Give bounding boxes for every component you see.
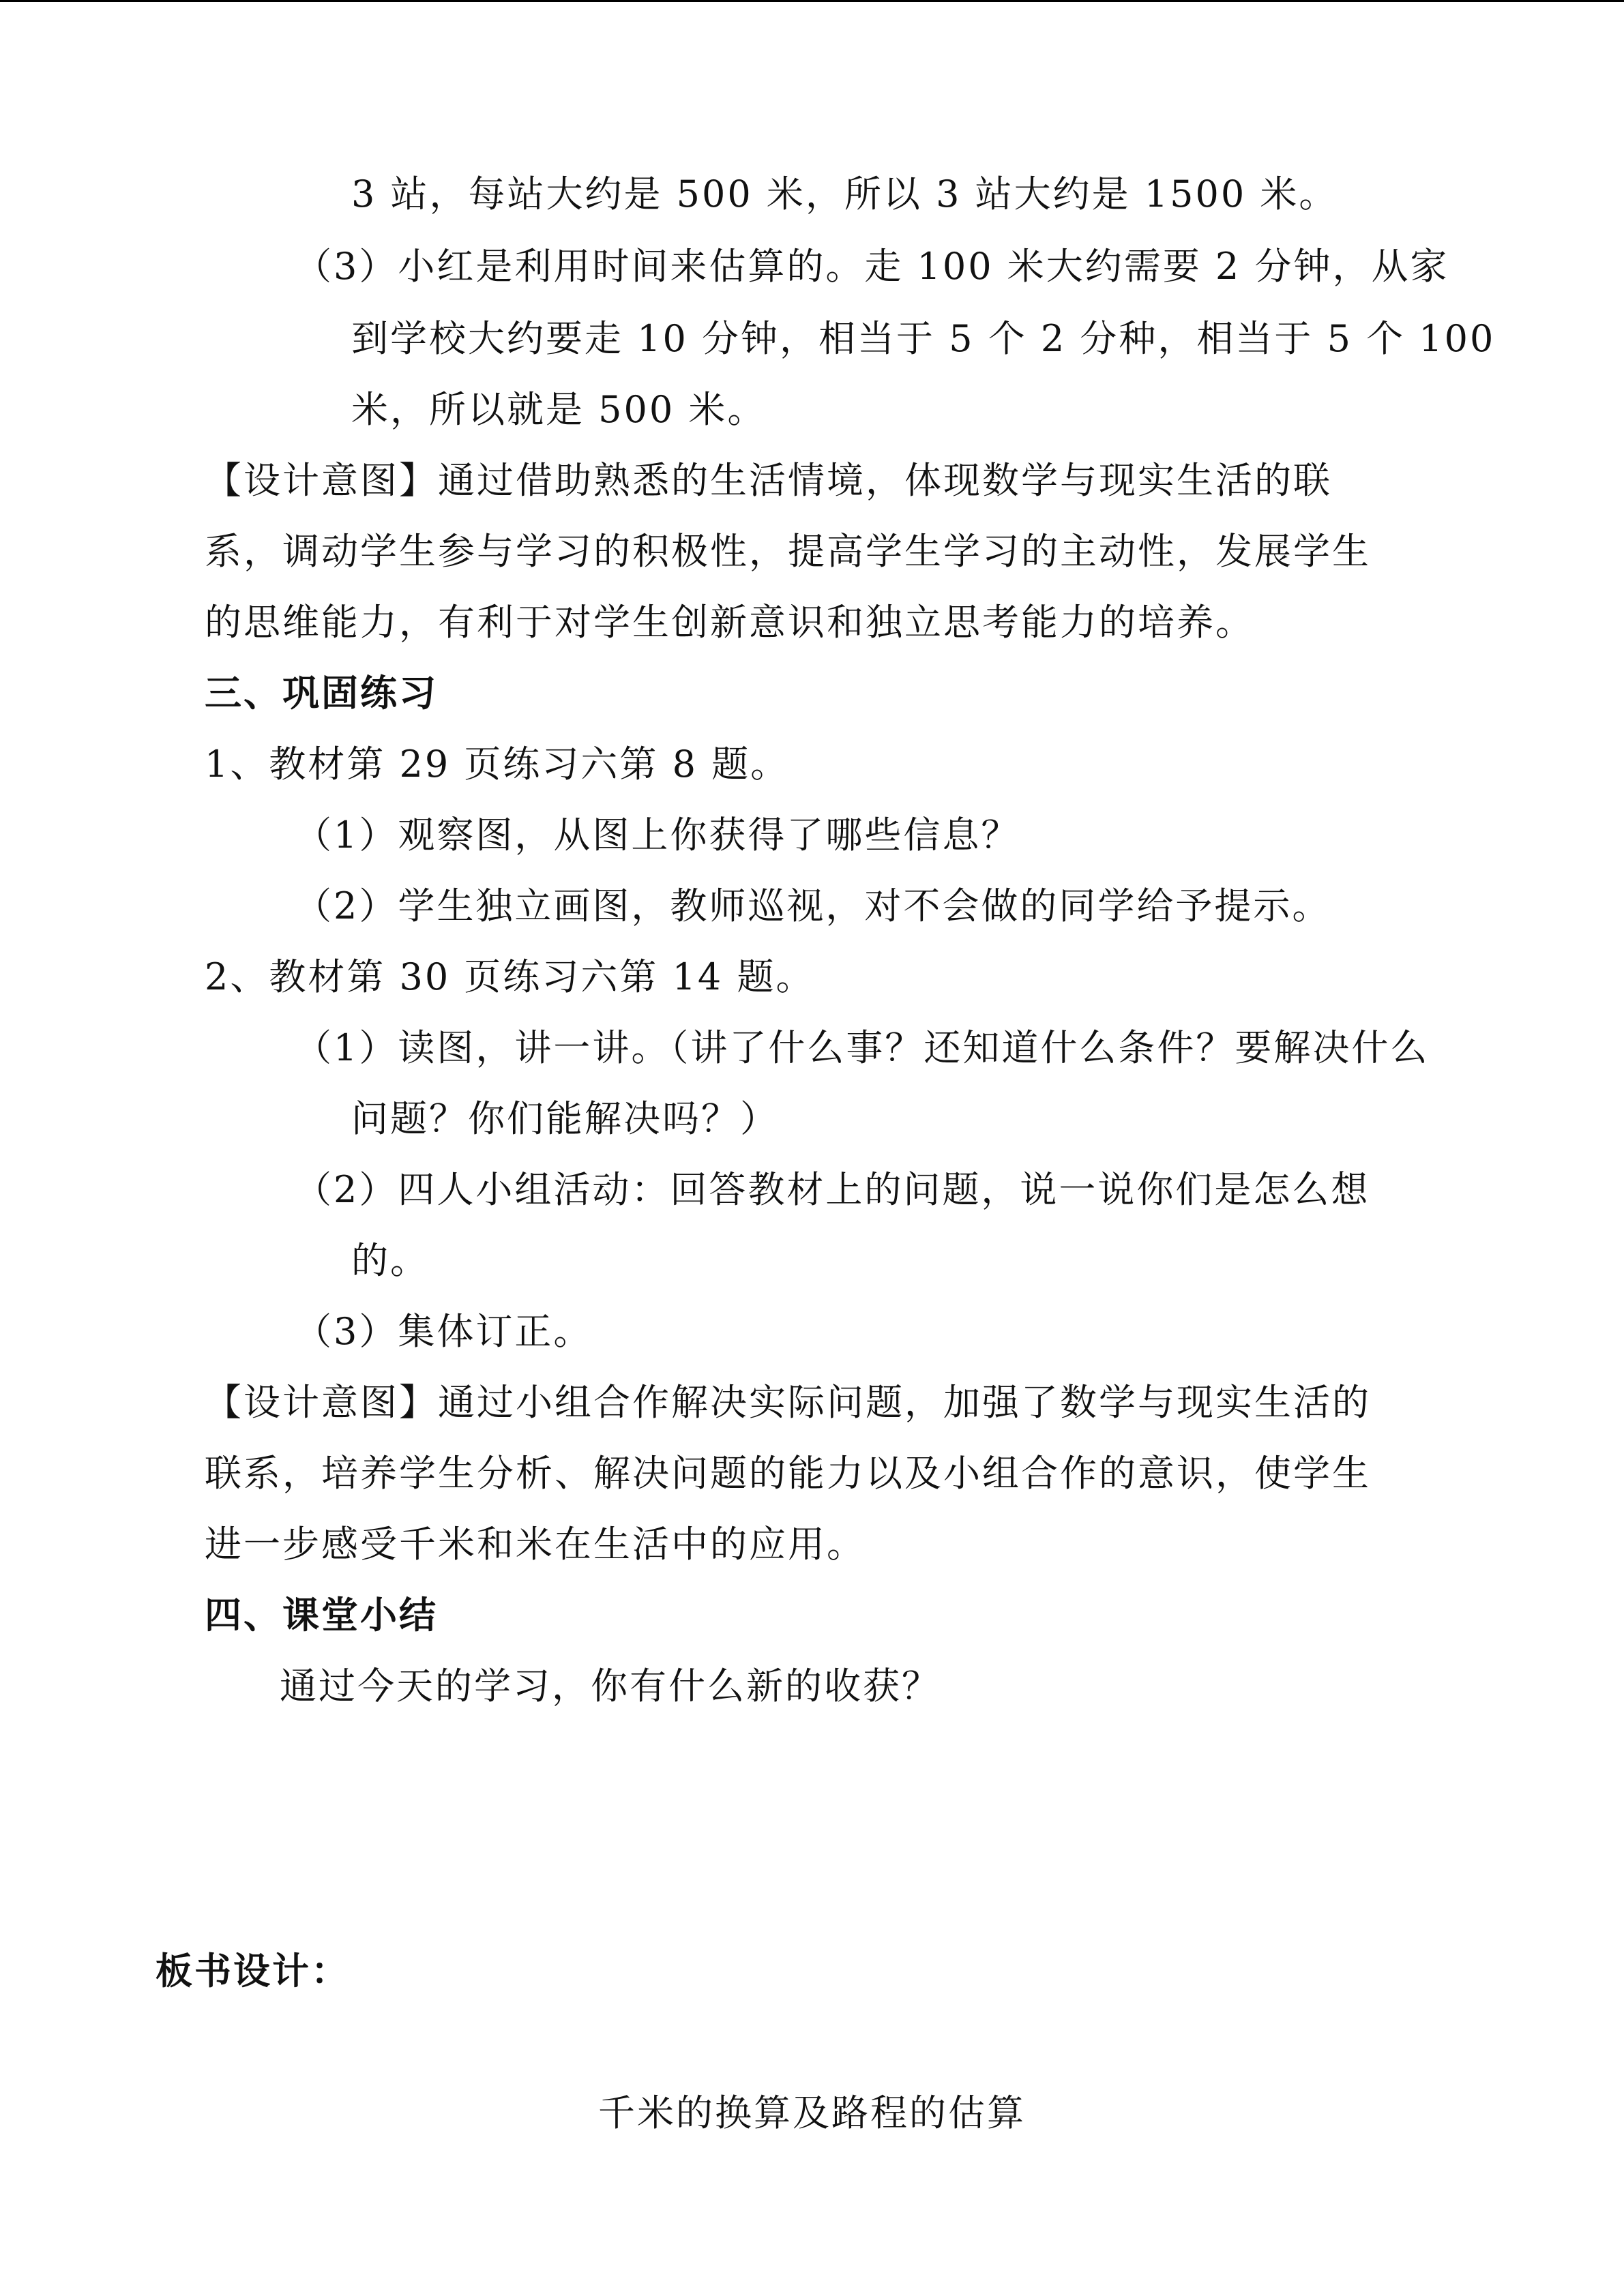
text-line: （3）小红是利用时间来估算的。走 100 米大约需要 2 分钟，从家 (295, 245, 1449, 288)
sub-item: （1）读图，讲一讲。（讲了什么事？还知道什么条件？要解决什么 (295, 1026, 1430, 1069)
text-line: 的。 (351, 1239, 429, 1282)
sub-item: （3）集体订正。 (295, 1310, 593, 1353)
text-line: 的思维能力，有利于对学生创新意识和独立思考能力的培养。 (205, 601, 1254, 644)
design-intent-paragraph: 【设计意图】通过小组合作解决实际问题，加强了数学与现实生活的 (205, 1381, 1371, 1424)
exercise-item: 1、教材第 29 页练习六第 8 题。 (205, 743, 790, 786)
section-heading: 三、巩固练习 (205, 672, 438, 715)
text-line: 米，所以就是 500 米。 (351, 388, 767, 431)
text-line: 系，调动学生参与学习的积极性，提高学生学习的主动性，发展学生 (205, 530, 1371, 573)
board-design-label: 板书设计： (156, 1950, 350, 1993)
text-line: 问题？你们能解决吗？） (351, 1097, 779, 1140)
text-line: 3 站，每站大约是 500 米，所以 3 站大约是 1500 米。 (351, 173, 1338, 215)
sub-item: （2）四人小组活动：回答教材上的问题，说一说你们是怎么想 (295, 1168, 1370, 1211)
section-heading: 四、课堂小结 (205, 1594, 438, 1637)
text-line: 进一步感受千米和米在生活中的应用。 (205, 1523, 866, 1566)
top-border-rule (0, 0, 1624, 2)
text-line: 到学校大约要走 10 分钟，相当于 5 个 2 分种，相当于 5 个 100 (351, 317, 1496, 360)
sub-item: （2）学生独立画图，教师巡视，对不会做的同学给予提示。 (295, 884, 1331, 927)
text-line: 联系，培养学生分析、解决问题的能力以及小组合作的意识，使学生 (205, 1452, 1371, 1495)
board-title: 千米的换算及路程的估算 (598, 2091, 1026, 2134)
sub-item: （1）观察图，从图上你获得了哪些信息？ (295, 814, 1020, 856)
summary-question: 通过今天的学习，你有什么新的收获？ (280, 1665, 941, 1708)
exercise-item: 2、教材第 30 页练习六第 14 题。 (205, 955, 815, 998)
design-intent-paragraph: 【设计意图】通过借助熟悉的生活情境，体现数学与现实生活的联 (205, 459, 1332, 502)
